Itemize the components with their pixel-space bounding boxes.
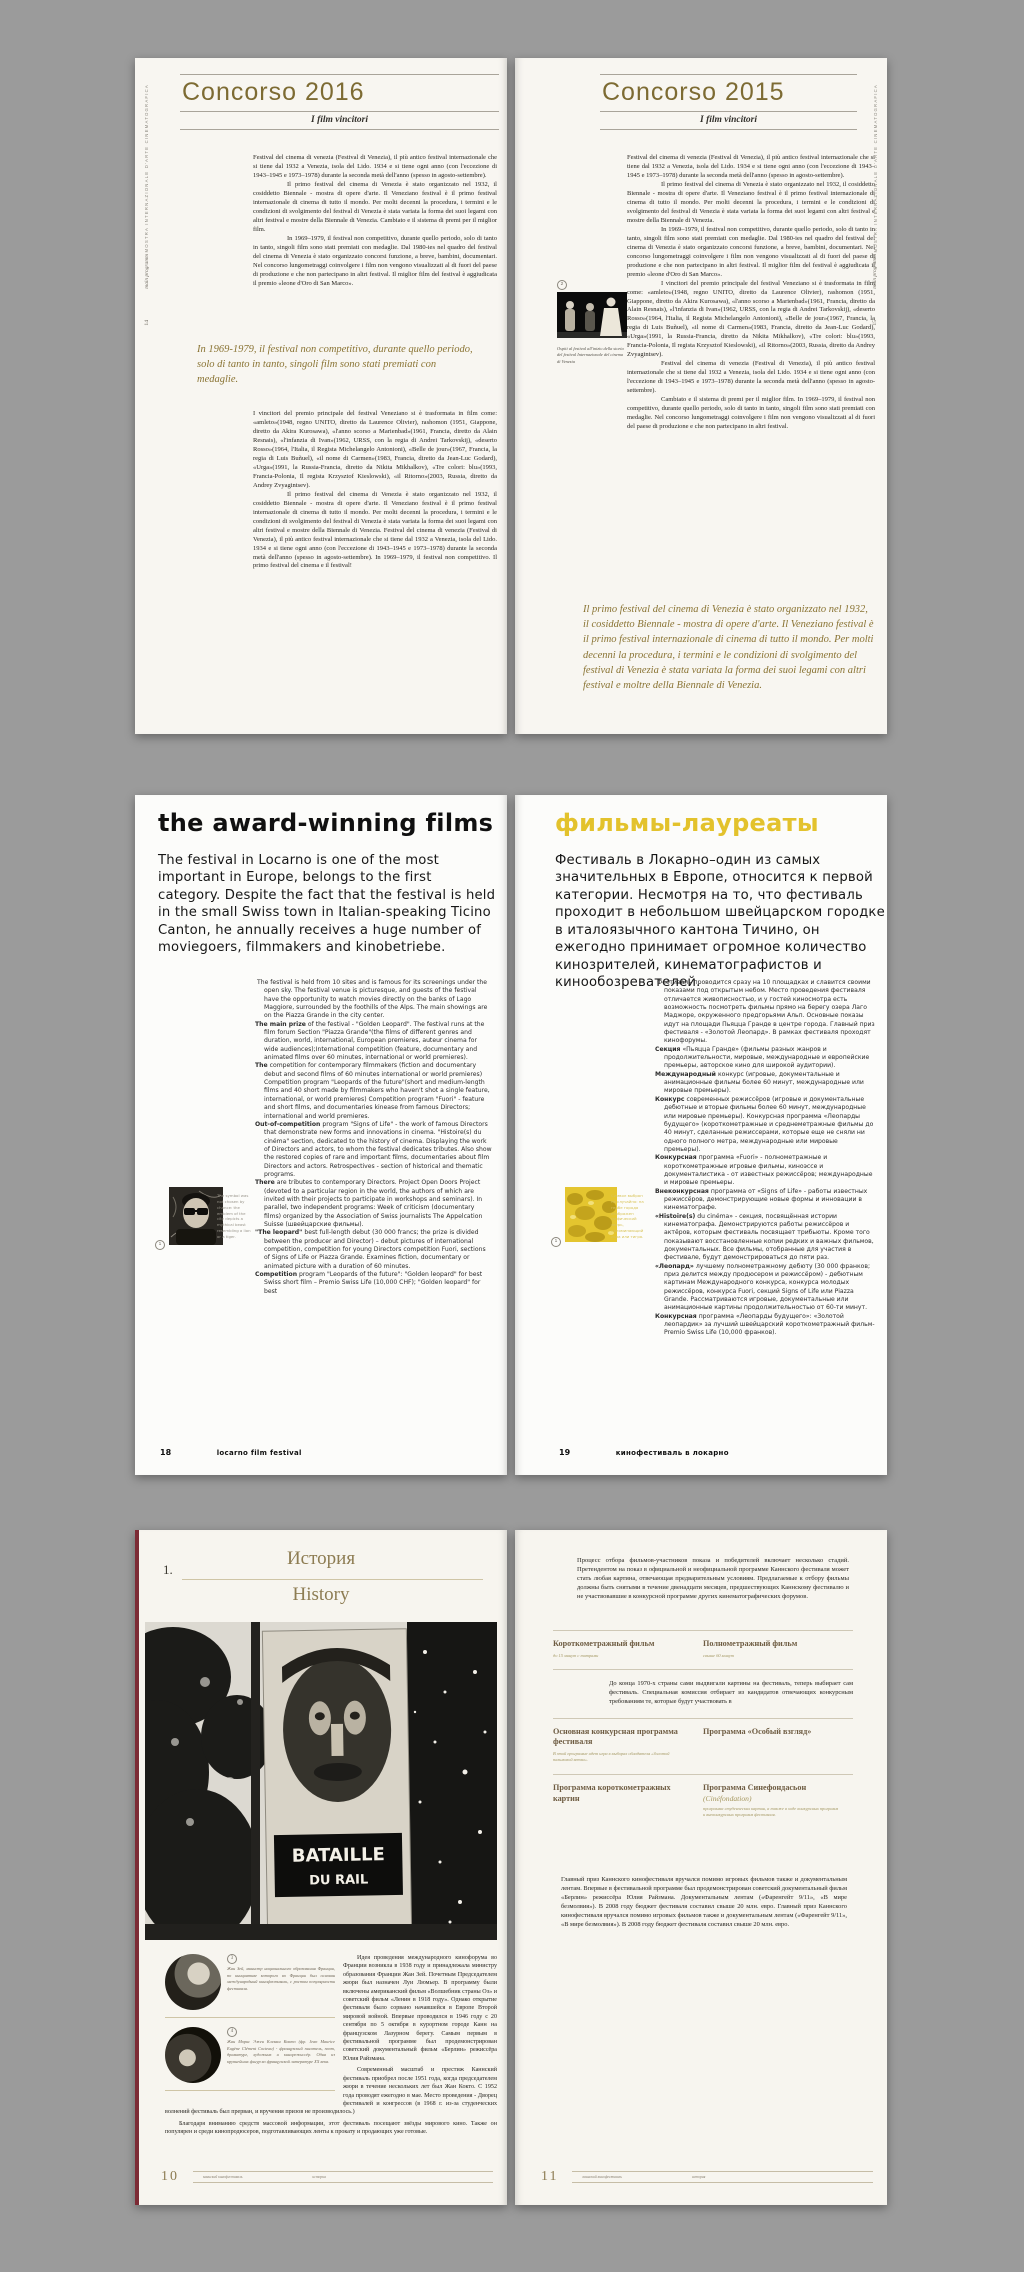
term-title: Короткометражный фильм [553, 1639, 655, 1648]
text-column [655, 979, 875, 1447]
body-column [253, 410, 497, 708]
term-title: Полнометражный фильм [703, 1639, 798, 1648]
venice-guests-photo [557, 292, 627, 338]
body-paragraph: I vincitori del premio principale del festival Veneziano si è trasformata in film come: «amleto»(1948, regno UNITO, diretto da Laurence Olivier), rashomon (1951, Giappone, diretto da Akira Kurosawa), «l'anno scorso a Marienbad»(1961, Francia, diretto da Alain Resnais), «l'infanzia di Ivan»(1962, URSS, con la regia di Andrei Tarkovskij), «deserto Rosso»(1964, l'Italia, il Regista Michelangelo Antonioni), «Belle de jour»(1967, Francia, la regia di Luis Buñuel), «il nome di Carmen»(1983, Francia, diretto da Jean-Luc Godard), «Urga»(1991, la Russia-Francia, diretto da Nikita Mikhalkov), «Tre colori: blu»(1993, Francia-Polonia, Il regista Krzysztof Kieslowski), «il Ritorno»(2003, Russia, diretto da Andrey Zvyagintsev). [627, 279, 875, 359]
body-paragraph: Внеконкурсная программа от «Signs of Life» - работы известных режиссёров, демонстрирующие новые формы и инновации в кинематографе. [655, 1187, 868, 1212]
term-sub: свыше 60 минут [703, 1652, 734, 1658]
body-paragraph: Cambiato e il sistema di premi per il miglior film. In 1969–1979, il festival non competitivo, durante quello periodo, solo di tanto in tanto, singoli film sono stati premiati con medaglie. Nel concorso lungometraggi coinvolgere i film non vengono visualizzati al di fuori del paese di produzione e che non partecipano in altri festival. [627, 396, 875, 431]
definition-row [553, 1719, 853, 1775]
body-column [253, 154, 497, 338]
body-paragraph: There are tributes to contemporary Directors. Project Open Doors Project (devoted to a particular region in the world, the authors of which are invited with their projects to participate in workshops and seminars). In parallel, two independent programs: Week of criticism (documentary films) organized by the Association of Swiss journalists The Appelcation Suisse (швейцарские фильмы). [255, 1179, 483, 1228]
page-number-vertical: 15 [872, 320, 878, 326]
photo-caption: The symbol was not chosen by chance: the emblem of the city depicts a mythical beast resembling a lion or a tiger. [217, 1193, 251, 1240]
body-paragraph: Il primo festival del cinema di Venezia è stato organizzato nel 1932, il cosiddetto Biennale - mostra di opere d'arte. Il Veneziano festival è il primo festival internazionale di cinema di tutto il mondo. Per molti decenni la procedura, i termini e le condizioni di svolgimento del festival di Venezia è stata variata la forma dei suoi legami con altri festival e mostre della Biennale di Venezia. Cambiato e il sistema di premi per il miglior film. [253, 180, 497, 233]
jean-cocteau-photo [165, 2027, 221, 2083]
figure-row [165, 1954, 335, 2018]
spread-concorso [135, 58, 887, 734]
footer-rules [193, 2171, 493, 2183]
sunglasses-portrait-photo [169, 1187, 223, 1245]
page-locarno-ru [515, 795, 887, 1475]
page-subtitle: I film vincitori [311, 115, 368, 125]
body-paragraph: The festival is held from 10 sites and is famous for its screenings under the open sky. The festival venue is picturesque, and guests of the festival have the opportunity to watch movies directly on the banks of Lago Maggiore, surrounded by the foothills of the Alps. The main showings are on the Piazza Grande in the city center. [257, 979, 488, 1020]
intro-paragraph: Процесс отбора фильмов-участников показа и победителей включает несколько стадий. Претендентом на показ в официальной и неофициальной программе Каннского фестиваля может стать любая картина, отвечающая предварительным условиям. Предлагаемые к отбору фильмы должны быть снятыми в течение двенадцати месяцев, предшествующих Каннскому фестивалю и не участвовавшие в конкурсной программе других кинематографических форумов. [577, 1557, 849, 1601]
term-title: Программа Синефондасьон [703, 1783, 807, 1793]
figure-caption: Жан Морис Эжен Клеман Кокто (фр. Jean Maurice Eugène Clément Cocteau) - французский писатель, поэт, драматург, художник и кинорежиссёр. Одна из крупнейших фигур во французской литературе XX века. [227, 2039, 335, 2064]
body-paragraph: «Леопард» лучшему полнометражному дебюту (30 000 франков; приз делится между продюсером и режиссёром) - дебютным картинам Международного конкурса, конкурса молодых режиссёров, конкурса Fuori, секций Signs of Life или Piazza Grande. Рассматриваются игровые, документальные или анимационные картины продолжительностью от 60-ти минут. [655, 1262, 871, 1312]
term-title: Основная конкурсная программа фестиваля [553, 1726, 678, 1747]
sidebar-section-label: main programm [144, 254, 150, 289]
poster-title-line1: BATAILLE [291, 1844, 385, 1867]
page-cannes-selection [515, 1530, 887, 2205]
page-footer [160, 1440, 302, 1459]
figure-marker: 4 [227, 2027, 237, 2037]
spread-locarno [135, 795, 887, 1475]
body-paragraph: Благодаря вниманию средств массовой информации, этот фестиваль посещают звёзды мирового кино. Также он популярен и среди кинопродюсеров, подготавливающих ленты к прокату и продающих уже готовые. [165, 2120, 497, 2136]
term-sub: до 15 минут с титрами [553, 1652, 599, 1658]
yellow-emblem-photo [565, 1187, 617, 1242]
footer-page-number: 10 [161, 2169, 179, 2184]
intro-paragraph: Фестиваль в Локарно–один из самых значительных в Европе, относится к первой категории. Несмотря на то, что фестиваль проходит в небольшом швейцарском городке в италоязычного кантона Тичино, он ежегодно принимает огромное количество кинозрителей, кинематографистов и кинообозревателей. [555, 853, 885, 990]
bataille-poster-photo [145, 1622, 497, 1945]
header-rule [180, 129, 499, 130]
sidebar-edge-label: MOSTRA INTERNAZIONALE D'ARTE CINEMATOGRAFICA [873, 84, 878, 253]
sunglasses-portrait-block [155, 1187, 223, 1252]
page-header [180, 74, 499, 130]
body-paragraph: Il primo festival del cinema di Venezia è stato organizzato nel 1932, il cosiddetto Biennale - mostra di opere d'arte. Il Veneziano festival è il primo festival internazionale di cinema di tutto il mondo. Per molti decenni la procedura, i termini e le condizioni di svolgimento del festival di Venezia è stata variata la forma dei suoi legami con altri festival e mostre della Biennale di Venezia. Festival del cinema di venezia (Festival di Venezia), il più antico festival internazionale che si tiene dal 1932 a Venezia, isola del Lido. 1934 e si tiene ogni anno (con l'eccezione di 1943–1945 e 1973–1978) durante la seconda metà dell'anno (spesso in agosto-settembre). In 1969–1979, il festival non competitivo. Il primo festival del cinema e il festival! [253, 490, 497, 570]
text-column [255, 979, 493, 1447]
page-number-vertical: 14 [144, 320, 150, 326]
figure-marker: 2 [557, 280, 567, 290]
red-spine [135, 1530, 139, 2205]
definition-row [553, 1775, 853, 1829]
page-subtitle: I film vincitori [700, 115, 757, 125]
chapter-number: 1. [163, 1562, 173, 1577]
page-title: Concorso 2015 [602, 78, 785, 106]
body-paragraph: Festival del cinema di venezia (Festival di Venezia), il più antico festival internazionale che si tiene dal 1932 a Venezia, isola del Lido. 1934 e si tiene ogni anno (con l'eccezione di 1943–1945 e 1973–1978) durante la seconda metà dell'anno (spesso in agosto-settembre). [627, 360, 875, 395]
pull-quote: In 1969-1979, il festival non competitivo, durante quello periodo, solo di tanto in tanto, singoli film sono stati premiati con medaglie. [197, 344, 473, 386]
body-paragraph: Секция «Пьяцца Гранде» (фильмы разных жанров и продолжительности, мировые, международные и европейские премьеры, авторское кино для широкой аудитории). [655, 1045, 870, 1070]
body-paragraph: Идея проведения международного кинофорума во Франции возникла в 1938 году и принадлежала министру образования Франции Жан Зей. Почетным Председателем жюри был назначен Луи Люмьер. В программу были включены американский фильм «Волшебник страны Оз» и советский фильм «Ленин в 1918 году». Однако открытие фестиваля было сорвано начавшейся в Европе Второй мировой войной. Впервые проводился в 1946 году с 20 сентября по 5 октября в курортном городе Канн на французском Лазурном берегу. Самым первым в фестивальной программе был продемонстрирован советский документальный фильм «Берлин» режиссёра Юлия Райзмана. [343, 1955, 497, 2062]
sidebar-edge-label: MOSTRA INTERNAZIONALE D'ARTE CINEMATOGRAFICA [144, 84, 149, 253]
body-paragraph: Международный конкурс (игровые, документальные и анимационные фильмы более 60 минут, международные или мировые премьеры). [655, 1070, 864, 1095]
body-paragraph: Конкурсная программа «Леопарды будущего»: «Золотой леопардик» за лучший швейцарский короткометражный фильм- Premio Swiss Life (10,000 франков). [655, 1312, 875, 1337]
body-paragraph: Главный приз Каннского кинофестиваля вручался помимо игровых фильмов также и документальным лентам. Впервые в фестивальной программе был продемонстрирован советский документальный фильм «Берлин» режиссёра Юлия Райзмана. Документальным лентам («Фаренгейт 9/11», «В мире безмолвия»). В 2008 году бюджет фестиваля составил свыше 20 млн. евро. Главный приз Каннского кинофестиваля вручался помимо игровых фильмов также и документальным лентам («Фаренгейт 9/11», «В мире безмолвия»). В 2008 году бюджет фестиваля составил свыше 20 млн. евро. [561, 1876, 847, 1929]
headline: фильмы-лауреаты [555, 809, 819, 837]
body-column [627, 154, 875, 594]
figure-caption: Жан Зей, министр национального образования Франции, по инициативе которого во Франции был основан международный кинофестиваль, с ростом популярности фестиваля. [227, 1966, 335, 1991]
table-middle-paragraph: До конца 1970-х страны сами выдвигали картины на фестиваль, теперь выбирает сам фестиваль. Специальная комиссия отбирает из кандидатов отвечающих конкурсным требованиям те, которые будут участвовать в [609, 1680, 853, 1706]
sidebar-section-label: main programm [872, 254, 878, 289]
figure-marker: 3 [227, 1954, 237, 1964]
body-paragraph: Out-of-competition program "Signs of Life" - the work of famous Directors that demonstrate new forms and innovations in cinema. "Histoire(s) du cinéma" section, dedicated to the history of cinema. Displaying the work of Directors and actors, to whom the festival dedicates tributes. Also show the restored copies of rare and important films, documentaries about film Directors and actors. Retrospectives - section of historical and thematic programs. [255, 1120, 492, 1178]
footer-page-number: 19 [559, 1448, 571, 1457]
chapter-title-en: History [292, 1584, 350, 1605]
chapter-rule [182, 1579, 483, 1580]
body-paragraph: Конкурсная программа «Fuori» - полнометражные и короткометражные игровые фильмы, киноэссе и документалистика - от известных режиссёров; международные и мировые премьеры. [655, 1154, 873, 1187]
body-paragraph: Festival del cinema di venezia (Festival di Venezia), il più antico festival internazionale che si tiene dal 1932 a Venezia, isola del Lido. 1934 e si tiene ogni anno (con l'eccezione di 1943–1945 e 1973–1978) durante la seconda metà dell'anno (spesso in agosto-settembre). [253, 154, 497, 179]
term-sub: программа студенческих картин, а также в ходе конкурсных программ и внеконкурсных программ фестиваля. [703, 1805, 839, 1818]
body-paragraph: «Histoire(s) du cinéma» - секция, посвящённая истории кинематографа. Демонстрируются работы режиссёров и актёров, которым фестиваль посвящает трибьюты. Кроме того показывают восстановленные копии редких и важных фильмов, документальных. Все фильмы, отобранные для участия в фестивале, будут демонстрироваться до пяти раз. [655, 1212, 874, 1262]
figure-margin-column [165, 1954, 335, 2100]
body-paragraph: Festival del cinema di venezia (Festival di Venezia), il più antico festival internazionale che si tiene dal 1932 a Venezia, isola del Lido. 1934 e si tiene ogni anno (con l'eccezione di 1943–1945 e 1973–1978) durante la seconda metà dell'anno (spesso in agosto-settembre). [627, 154, 875, 179]
footer-page-number: 11 [541, 2169, 559, 2184]
footer-label: locarno film festival [216, 1449, 302, 1457]
body-paragraph: I vincitori del premio principale del festival Veneziano si è trasformata in film come: «amleto»(1948, regno UNITO, diretto da Laurence Olivier), rashomon (1951, Giappone, diretto da Akira Kurosawa), «l'anno scorso a Marienbad»(1961, Francia, diretto da Alain Resnais), «l'infanzia di Ivan»(1962, URSS, con la regia di Andrei Tarkovskij), «deserto Rosso»(1964, l'Italia, il Regista Michelangelo Antonioni), «Belle de jour»(1967, Francia, la regia di Luis Buñuel), «il nome di Carmen»(1983, Francia, diretto da Jean-Luc Godard), «Urga»(1991, la Russia-Francia, diretto da Nikita Mikhalkov), «Tre colori: blu»(1993, Francia-Polonia, Il regista Krzysztof Kieslowski), «il Ritorno»(2003, Russia, diretto da Andrey Zvyagintsev). [253, 410, 497, 489]
definition-row [553, 1631, 853, 1669]
body-paragraph: In 1969–1979, il festival non competitivo, durante quello periodo, solo di tanto in tanto, singoli film sono stati premiati con medaglie. Dal 1980-ies nel quadro del festival del cinema di Venezia è stato organizzato concorsi funzione, a breve, bambini, documentari. Nel concorso lungometraggi coinvolgere i film non vengono visualizzati al di fuori del paese di produzione e che non partecipano in altri festival. Il miglior film del festival è aggiudicata il premio «leone d'Oro di San Marco». [253, 234, 497, 287]
footer-label: кинофестиваль в локарно [615, 1449, 729, 1457]
page-footer [559, 1440, 729, 1459]
figure-row [165, 2027, 335, 2091]
jean-zay-photo [165, 1954, 221, 2010]
term-title-italic: (Cinéfondation) [703, 1793, 752, 1803]
page-locarno-en [135, 795, 507, 1475]
footer-page-number: 18 [160, 1448, 172, 1457]
body-paragraph: Конкурс современных режиссёров (игровые и документальные дебютные и вторые фильмы более 60 минут, международные или мировые премьеры). Конкурсная программа «Леопарды будущего» (короткометражные и среднеметражные фильмы до 40 минут, сделанные режиссерами, которые еще не сняли ни одного полного метра, международные или мировые премьеры). [655, 1095, 874, 1153]
body-paragraph: Фестиваль проводится сразу на 10 площадках и славится своими показами под открытым небом. Место проведения фестиваля отличается живописностью, и у гостей киносмотра есть возможность посмотреть фильмы прямо на берегу озера Лаго Маджоре, окруженного предгорьями Альп. Основные показы идут на площади Пьяцца Гранде в центре города. Главный приз фестиваля - «Золотой Леопард». В рамках фестиваля проходят кинофорумы. [657, 979, 875, 1045]
footer-label: каннский кинофестиваль [203, 2175, 243, 2179]
body-paragraph: Competition program "Leopards of the future": "Golden leopard" for best Swiss short film – Premio Swiss Life (10,000 CHF); "Golden leopard" for best [255, 1271, 483, 1295]
photo-caption: Ospiti al festival all'inizio della storia del festival Internazionale del cinema di Venezia [557, 346, 624, 364]
header-rule [600, 129, 857, 130]
page-header [600, 74, 857, 130]
body-paragraph: Современный масштаб и престиж Каннский фестиваль приобрел после 1951 года, когда председателем жюри в течение нескольких лет был Жан Кокто. С 1952 года проводят ежегодно в мае. Место проведения - Дворец фестивалей и конгрессов (в 1968 г. из-за студенческих волнений фестиваль был прерван, и вручения призов не производилось.) [165, 2067, 497, 2116]
history-text-block [165, 1954, 497, 2159]
page-footer [541, 2169, 873, 2185]
body-paragraph: The main prize of the festival - "Golden Leopard". The festival runs at the film forum Section "Piazza Grande"(the films of different genres and duration, world, international, European premieres, auteur cinema for wide audiences);International competition (feature, documentary and animated films over 60 minutes, international or world premieres). [255, 1020, 485, 1062]
body-paragraph: The competition for contemporary filmmakers (fiction and documentary debut and second films of 60 minutes international or world premieres) Competition program "Leopards of the future"(short and medium-length films and 40 short made by filmmakers who haven't shot a single feature, international, or world premieres) Competition program "Fuori" - feature and short films, and documentaries kinease from famous Directors; international and world premieres. [255, 1062, 490, 1120]
yellow-emblem-photo-block [551, 1187, 617, 1249]
figure-marker: 1 [551, 1237, 561, 1247]
footer-rules [572, 2171, 873, 2183]
body-paragraph: In 1969–1979, il festival non competitivo, durante quello periodo, solo di tanto in tanto, singoli film sono stati premiati con medaglie. Dal 1980-ies nel quadro del festival del cinema di Venezia è stato organizzato concorsi funzione, a breve, bambini, documentari. Nel concorso lungometraggi coinvolgere i film non vengono visualizzati al di fuori del paese di produzione e che non partecipano in altri festival. Il miglior film del festival è aggiudicata il premio «leone d'Oro di San Marco». [627, 225, 875, 278]
venice-guests-photo-block [557, 272, 627, 365]
footer-label: каннский кинофестиваль [582, 2175, 622, 2179]
page-title: Concorso 2016 [182, 78, 365, 106]
term-title: Программа «Особый взгляд» [703, 1726, 812, 1736]
term-title: Программа короткометражных картин [553, 1783, 671, 1803]
page-footer [161, 2169, 493, 2185]
photo-caption: Символ выбран не случайно: на гербе города изображен мифический зверь, напоминающий льва или тигра. [611, 1193, 644, 1240]
spread-cannes [135, 1530, 887, 2205]
figure-marker: 1 [155, 1240, 165, 1250]
page-concorso-2016 [135, 58, 507, 734]
body-paragraph: Il primo festival del cinema di Venezia è stato organizzato nel 1932, il cosiddetto Biennale - mostra di opere d'arte. Il Veneziano festival è il primo festival internazionale di cinema di tutto il mondo. Per molti decenni la procedura, i termini e le condizioni di svolgimento del festival di Venezia è stata variata la forma dei suoi legami con altri festival e mostre della Biennale di Venezia. [627, 180, 875, 224]
body-paragraph: "The leopard" best full-length debut (30 000 francs; the prize is divided between the producer and Director) – debut pictures of international competition, competition for young Directors competition Fuori, sections of Signs of Life or Piazza Grande. Examines fiction, documentary or animated picture with a duration of 60 minutes. [255, 1229, 486, 1270]
footer-label: история [312, 2175, 326, 2179]
poster-title-line2: DU RAIL [309, 1872, 369, 1889]
chapter-title-ru: История [286, 1548, 356, 1569]
page-concorso-2015 [515, 58, 887, 734]
headline: the award-winning films [158, 809, 494, 837]
definition-table [553, 1630, 853, 1829]
pull-quote: Il primo festival del cinema di Venezia è stato organizzato nel 1932, il cosiddetto Biennale - mostra di opere d'arte. Il Veneziano festival è il primo festival internazionale di cinema di tutto il mondo. Per molti decenni la procedura, i termini e le condizioni di svolgimento del festival di Venezia è stata variata la forma dei suoi legami con altri festival e moltre della Biennale di Venezia. [583, 604, 874, 692]
intro-paragraph: The festival in Locarno is one of the most important in Europe, belongs to the first category. Despite the fact that the festival is held in the small Swiss town in Italian-speaking Ticino Canton, he annually receives a huge number of moviegoers, filmmakers and kinobetriebe. [158, 853, 496, 956]
footer-label: история [691, 2175, 706, 2179]
term-sub: В этой программе идет игра в выборах обладателя «Золотой пальмовой ветви». [553, 1750, 670, 1763]
page-cannes-history [135, 1530, 507, 2205]
